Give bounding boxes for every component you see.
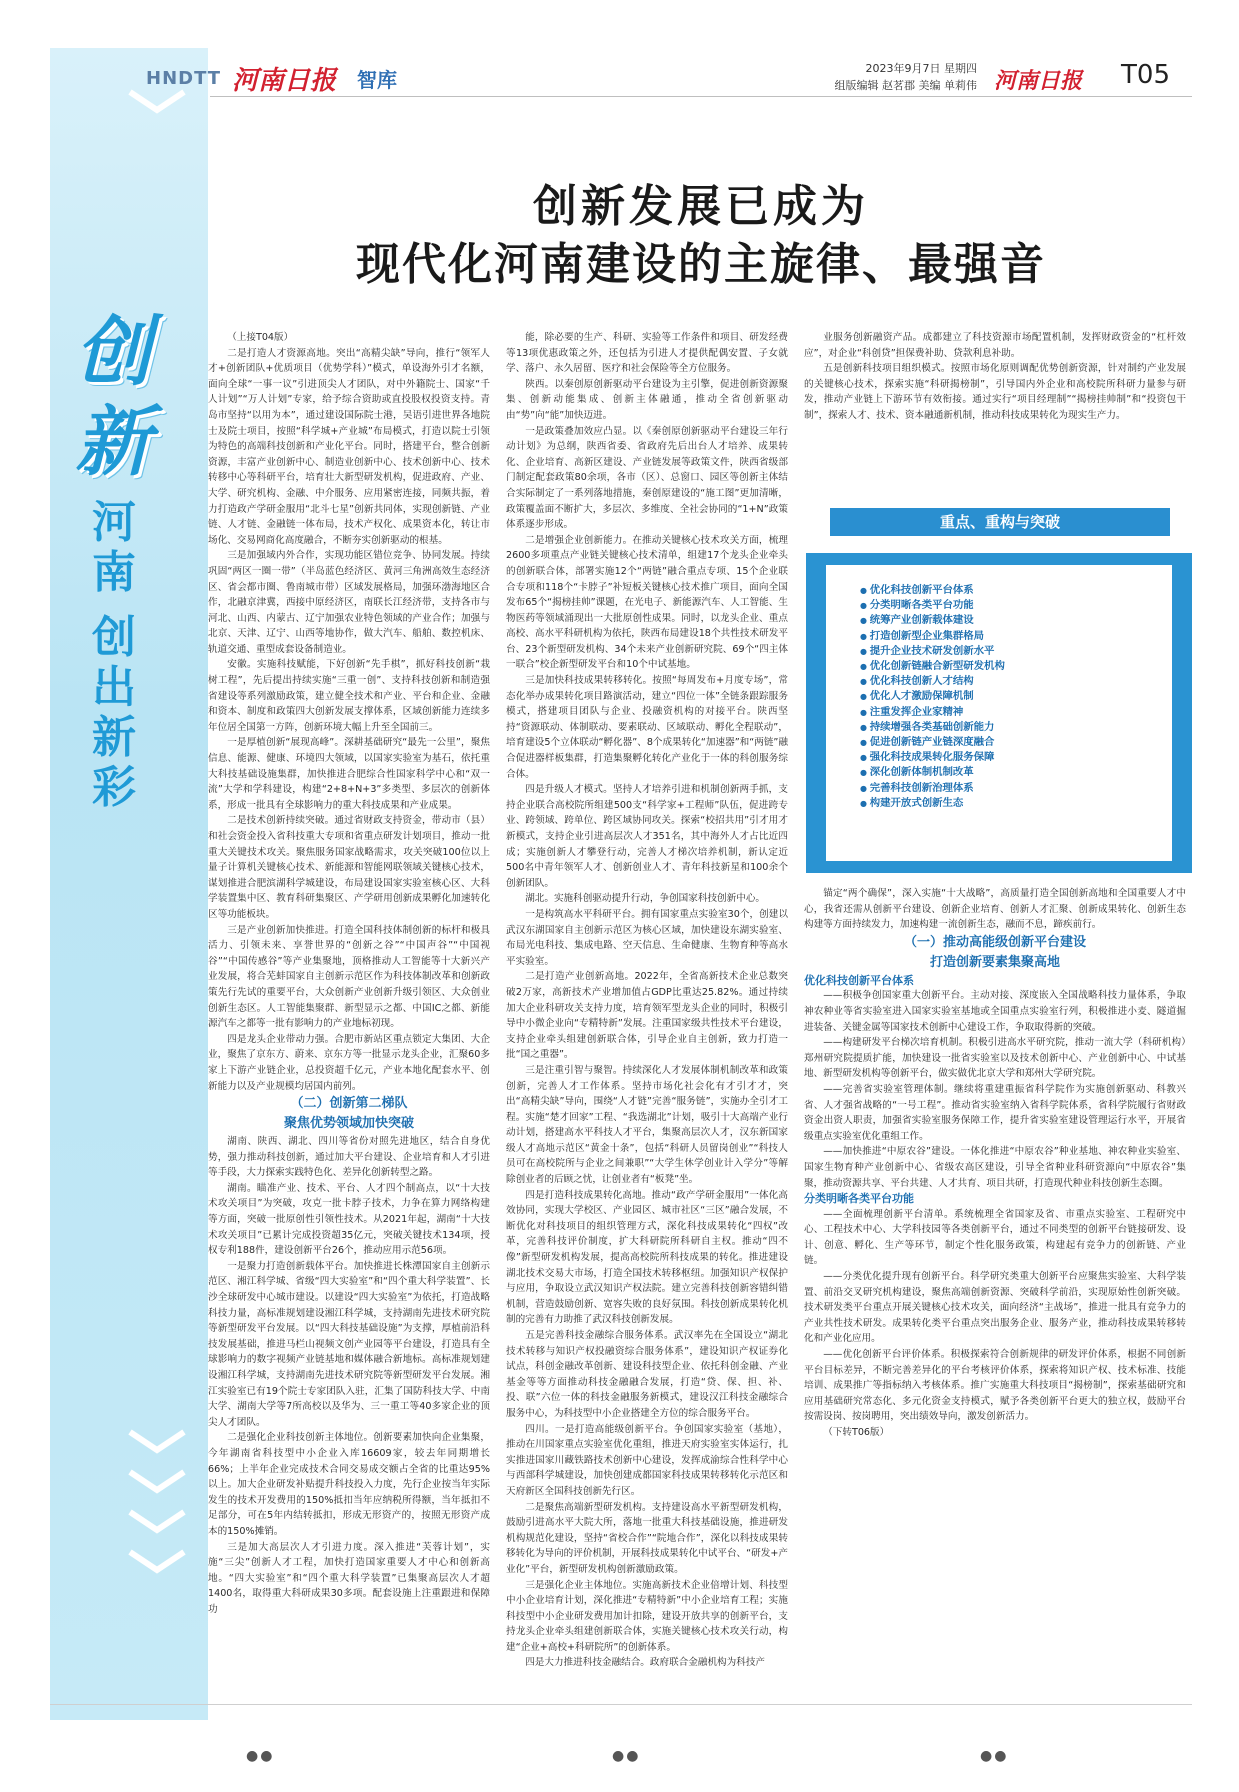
paragraph: 四是大力推进科技金融结合。政府联合金融机构为科技产 — [525, 1657, 766, 1669]
side-title-char: 出 — [92, 662, 136, 713]
paragraph: 四是龙头企业带动力强。合肥市新站区重点锁定大集团、大企业，聚焦了京东方、蔚来、京东方等一批显示龙头企业，汇聚60多家上下游产业链企业，总投资超千亿元，产业本地化配套水平、创新能力以及产业规模均居国内前列。 — [208, 1033, 490, 1092]
paragraph: 三是产业创新加快推进。打造全国科技体制创新的标杆和极具活力、引领未来、享誉世界的“创新之谷”“中国声谷”“中国视谷”“中国传感谷”等产业集聚地，顶格推动人工智能等十大新兴产业发展，将合芜蚌国家自主创新示范区作为科技体制改革和创新政策先行先试的重要平台，大众创新产业创新升级引领区、大众创业创新生态区。人工智能集聚群、新型显示之都、中国IC之都、新能源汽车之都等一批有影响力的产业地标初现。 — [208, 924, 490, 1030]
chevron-decoration-icon — [120, 1468, 194, 1508]
side-title-char: 南 — [92, 547, 136, 598]
paragraph: 陕西。以秦创原创新驱动平台建设为主引擎，促进创新资源聚集、创新动能集成、创新主体融通，推动全省创新驱动由“势”向“能”加快迈进。 — [506, 378, 788, 421]
paragraph: 五是完善科技金融综合服务体系。武汉率先在全国设立“湖北技术转移与知识产权投融资综合服务体系”，建设知识产权证券化试点，科创金融改革创新、建设科技型企业、依托科创金融、产业基金等等方面推动科技金融融合发展，打造“贷、保、担、补、投、联”六位一体的科技金融服务新模式，建设汉江科技金融综合服务中心，为科技型中小企业搭建全方位的综合服务平台。 — [506, 1330, 788, 1419]
section-name: 智库 — [357, 68, 397, 92]
footer-divider — [50, 1704, 1192, 1705]
paragraph: 三是加大高层次人才引进力度。深入推进“芙蓉计划”，实施“三尖”创新人才工程，加快打造国家重要人才中心和创新高地。“四大实验室”和“四个重大科学装置”已集聚高层次人才超1400名，取得重大科研成果30多项。配套设施上注重跟进和保障功 — [208, 1541, 490, 1615]
side-title-char: 新 — [75, 397, 151, 486]
paragraph: 一是聚力打造创新载体平台。加快推进长株潭国家自主创新示范区、湘江科学城、省级“四大实验室”和“四个重大科学装置”、长沙全球研发中心城市建设。以建设“四大实验室”为依托，打造战略科技力量，高标准规划建设湘江科学城，支持湖南先进技术研究院等新型研发平台发展。以“四大科技基础设施”为支撑，厚植前沿科技发展基础，推进马栏山视频文创产业园等平台建设，打造具有全球影响力的数字视频产业链基地和媒体融合新地标。高标准规划建设湘江科学城，支持湖南先进技术研究院等新型研发平台发展。湘江实验室已有19个院士专家团队入驻，汇集了国防科技大学、中南大学、湖南大学等7所高校以及华为、三一重工等40多家企业的顶尖人才团队。 — [208, 1260, 490, 1428]
section-heading: （二）创新第二梯队 聚焦优势领域加快突破 — [283, 1096, 414, 1132]
headline-line-1: 创新发展已成为 — [533, 181, 869, 232]
chevron-decoration-icon — [120, 1508, 194, 1548]
paragraph: 三是强化企业主体地位。实施高新技术企业倍增计划、科技型中小企业培育计划，深化推进“专精特新”中小企业培育工程；实施科技型中小企业研发费用加计扣除，建设开放共享的创新平台，支持龙头企业牵头组建创新联合体，实施关键核心技术攻关行动，构建“企业+高校+科研院所”的创新体系。 — [506, 1579, 788, 1653]
paragraph: 三是加强域内外合作，实现功能区错位竞争、协同发展。持续巩固“两区一圈一带”（半岛蓝色经济区、黄河三角洲高效生态经济区、省会都市圈、鲁南城市带）区域发展格局，加强环渤海地区合作，北融京津冀，西接中原经济区，南联长江经济带，支持各市与河北、山西、内蒙古、辽宁加强农业特色领域的产业合作；加强与北京、天津、辽宁、山西等地协作，做大汽车、船舶、数控机床、轨道交通、重型成套设备制造业。 — [208, 550, 490, 655]
paragraph: 三是加快科技成果转移转化。按照“每周发布+月度专场”，常态化举办成果转化项目路演活动，建立“四位一体”全链条跟踪服务模式，搭建项目团队与企业、投融资机构的对接平台。陕西坚持“资源联动、体制联动、要素联动、区域联动、孵化全程联动”，培育建设5个立体联动“孵化器”、8个成果转化“加速器”和“两链”融合促进器样板集群，打造集聚孵化转化产业化于一体的科创服务综合体。 — [506, 675, 788, 780]
paragraph: 一是构筑高水平科研平台。拥有国家重点实验室30个，创建以武汉东湖国家自主创新示范区为核心区域，加快建设东湖实验室、布局光电科技、集成电路、空天信息、生命健康、生物育种等高水平实验室。 — [506, 908, 788, 967]
editor-credits: 组版编辑 赵茗郡 美编 单莉伟 — [834, 79, 977, 92]
highlight-box-inner — [826, 565, 1172, 861]
paragraph: ——积极争创国家重大创新平台。主动对接、深度嵌入全国战略科技力量体系，争取神农种业等省实验室进入国家实验室基地或全国重点实验室行列，积极推进小麦、隧道掘进装备、关键金属等国家技术创新中心建设工作，争取取得新的突破。 — [804, 990, 1186, 1033]
hndtt-logo: HNDTT — [146, 68, 222, 89]
registration-dots-icon: ●● — [612, 1748, 641, 1764]
highlight-list-item: ● 构建开放式创新生态 — [860, 796, 1162, 811]
paragraph: 湖南。瞄准产业、技术、平台、人才四个制高点，以“十大技术攻关项目”为突破，攻克一批卡脖子技术，力争在算力网络构建等方面，突破一批原创性引领性技术。从2021年起，湖南“十大技术攻关项目”已累计完成投资超35亿元，突破关键技术134项，授权专利188件，建设创新平台26个，推动应用示范56项。 — [208, 1182, 490, 1257]
paragraph: ——加快推进“中原农谷”建设。一体化推进“中原农谷”种业基地、神农种业实验室、国家生物育种产业创新中心、省级农高区建设，引导全省种业科研资源向“中原农谷”集聚，推动资源共享、平台共建、人才共育、项目共研，打造现代种业科技创新生态圈。 — [804, 1146, 1186, 1189]
highlight-list-item: ● 注重发挥企业家精神 — [860, 705, 1162, 720]
paragraph: 锚定“两个确保”，深入实施“十大战略”，高质量打造全国创新高地和全国重要人才中心，我省还需从创新平台建设、创新企业培育、创新人才汇聚、创新成果转化、创新生态构建等方面持续发力，加速构建一流创新生态，融而不息，蹄疾前行。 — [804, 888, 1186, 931]
paragraph: ——分类优化提升现有创新平台。科学研究类重大创新平台应聚焦实验室、大科学装置、前沿交叉研究机构建设，聚焦高端创新资源、突破科学前沿，实现原始性创新突破。技术研发类平台重点开展关键核心技术攻关，面向经济“主战场”，推进一批具有竞争力的产业共性技术研发。成果转化类平台重点突出服务企业、服务产业，推动科技成果转移转化和产业化应用。 — [804, 1271, 1186, 1345]
subsection-heading: 分类明晰各类平台功能 — [804, 1192, 914, 1206]
paragraph: 三是注重引智与聚智。持续深化人才发展体制机制改革和政策创新，完善人才工作体系。坚持市场化社会化有才引才才，突出“高精尖缺”导向，围绕“人才链”完善“服务链”，实施办全引才工程。实施“楚才回家”工程、“我选湖北”计划，吸引十大高端产业行动计划，搭建高水平科技人才平台，集聚高层次人才，汉东新国家级人才高地示范区“黄金十条”，包括“科研人员留岗创业”“科技人员可在高校院所与企业之间兼职”“大学生休学创业计入学分”等解除创业者的后顾之忧，让创业者有“板凳”坐。 — [506, 1064, 788, 1186]
paragraph: ——完善省实验室管理体制。继续将重建重振省科学院作为实施创新驱动、科教兴省、人才强省战略的“一号工程”。推动省实验室纳入省科学院体系，省科学院履行省财政资金出资人职责，加强省实验室服务保障工作，提升省实验室建设管理运行水平，开展省级重点实验室优化重组工作。 — [804, 1083, 1186, 1142]
paragraph: ——全面梳理创新平台清单。系统梳理全省国家及省、市重点实验室、工程研究中心、工程技术中心、大学科技园等各类创新平台，通过不同类型的创新平台链接研发、设计、创意、孵化、生产等环节，制定个性化服务政策，构建起有竞争力的创新链、产业链。 — [804, 1208, 1186, 1267]
highlight-list-item: ● 打造创新型企业集群格局 — [860, 629, 1162, 644]
paragraph: 二是打造人才资源高地。突出“高精尖缺”导向，推行“领军人才+创新团队+优质项目（优势学科）”模式，单设海外引才名额，面向全球“一事一议”引进顶尖人才团队，对中外籍院士、国家“千人计划”“万人计划”专家，给予综合资助或直投股权投资支持。青岛市坚持“以用为本”，通过建设国际院士港，吴语引进世界各地院士及院士项目，按照“科学城+产业城”布局模式，打造以院士引领为特色的高端科技创新和产业化平台。同时，搭建平台，整合创新资源，丰富产业创新中心、制造业创新中心、技术创新中心、技术转移中心等科研平台，培育壮大新型研发机构，促进政府、产业、大学、研究机构、金融、中介服务、应用紧密连接，同频共振，着力打造政产学研金服用“北斗七星”创新共同体，实现创新链、产业链、人才链、金融链一体布局，技术产权化、成果资本化，转让市场化、交易网商化高度融合，不断夯实创新驱动的根基。 — [208, 347, 490, 546]
paragraph: 五是创新科技项目组织模式。按照市场化原则调配优势创新资源，针对制约产业发展的关键核心技术，探索实施“科研揭榜制”，引导国内外企业和高校院所科研力量参与研发，推动产业链上下游环节有效衔接。通过实行“项目经理制”“揭榜挂帅制”和“投资包干制”，探索人才、技术、资本融通新机制，推动科技成果转化为现实生产力。 — [804, 363, 1186, 421]
paragraph: 四是打造科技成果转化高地。推动“政产学研金服用”一体化高效协同，实现大学校区、产业园区、城市社区“三区”融合发展，不断优化对科技项目的组织管理方式，深化科技成果转化“四权”改革，完善科技评价制度，扩大科研院所科研自主权。推动“四不像”新型研发机构发展，提高高校院所科技成果的转化。推进建设湖北技术交易大市场，打造全国技术转移枢纽。加强知识产权保护与应用，争取设立武汉知识产权法院。建立完善科技创新容错纠错机制，营造鼓励创新、宽容失败的良好氛围。科技创新成果转化机制的完善有力助推了武汉科技创新发展。 — [506, 1189, 788, 1326]
chevron-decoration-icon — [120, 1428, 194, 1468]
page-number: T05 — [1121, 60, 1170, 90]
paragraph: 四川。一是打造高能级创新平台。争创国家实验室（基地），推动在川国家重点实验室优化重组，推进天府实验室实体运行，扎实推进国家川藏铁路技术创新中心建设，发挥成渝综合性科学中心与西部科学城建设，加快创建成都国家科技成果转移转化示范区和天府新区全国科技创新先行区。 — [506, 1423, 788, 1497]
section-banner: 重点、重构与突破 — [830, 508, 1170, 536]
side-title-char: 创 — [92, 612, 136, 663]
section-heading: （一）推动高能级创新平台建设 打造创新要素集聚高地 — [903, 934, 1086, 970]
continued-note: （上接T04版） — [227, 332, 294, 343]
article-column-1 — [208, 330, 490, 1700]
header-divider — [210, 96, 1192, 97]
paragraph: ——优化创新平台评价体系。积极探索符合创新规律的研发评价体系，根据不同创新平台目标差异，不断完善差异化的平台考核评价体系，探索将知识产权、技术标准、技能培训、成果推广等指标纳入考核体系。推广实施重大科技项目“揭榜制”，探索基础研究和应用基础研究常态化、多元化资金支持模式，赋予各类创新平台更大的独立权，鼓励平台按需设岗、按岗聘用，突出绩效导向，激发创新活力。 — [804, 1349, 1186, 1423]
newspaper-logo-small: 河南日报 — [993, 68, 1082, 94]
paragraph: 二是增强企业创新能力。在推动关键核心技术攻关方面，梳理2600多项重点产业链关键核心技术清单，组建17个龙头企业牵头的创新联合体，部署实施12个“两链”融合重点专项、15个企业联合专项和118个“卡脖子”补短板关键核心技术推广项目，面向全国发布65个“揭榜挂帅”课题，在光电子、新能源汽车、人工智能、生物医药等领域涌现出一大批原创性成果。同时，以龙头企业、重点高校、高水平科研机构为依托，陕西布局建设18个共性技术研发平台、23个新型研发机构、34个未来产业创新研究院、69个“四主体一联合”校企新型研发平台和10个中试基地。 — [506, 534, 788, 671]
highlight-list-item: ● 强化科技成果转化服务保障 — [860, 750, 1162, 765]
highlight-list-item: ● 完善科技创新治理体系 — [860, 781, 1162, 796]
highlight-list-item: ● 优化科技创新平台体系 — [860, 583, 1162, 598]
highlight-list — [860, 583, 1162, 811]
highlight-list-item: ● 分类明晰各类平台功能 — [860, 598, 1162, 613]
side-title-char: 新 — [92, 712, 136, 763]
paragraph: 二是聚焦高端新型研发机构。支持建设高水平新型研发机构，鼓励引进高水平大院大所，落地一批重大科技基础设施，推进研发机构规范化建设，坚持“省校合作”“院地合作”，深化以科技成果转移转化为导向的评价机制，开展科技成果转化中试平台、“研发+产业化”平台，新型研发机构创新激励政策。 — [506, 1501, 788, 1575]
paragraph: 湖北。实施科创驱动提升行动，争创国家科技创新中心。 — [525, 893, 766, 905]
side-title-char: 创 — [75, 307, 151, 396]
highlight-list-item: ● 统筹产业创新载体建设 — [860, 613, 1162, 628]
highlight-list-item: ● 深化创新体制机制改革 — [860, 765, 1162, 780]
highlight-list-item: ● 优化创新链融合新型研发机构 — [860, 659, 1162, 674]
article-column-2 — [506, 330, 788, 1700]
issue-date: 2023年9月7日 星期四 — [865, 62, 977, 75]
paragraph: 湖南、陕西、湖北、四川等省份对照先进地区，结合自身优势，强力推动科技创新，通过加大平台建设、企业培育和人才引进等手段，大力探索实践特色化、差异化创新转型之路。 — [208, 1136, 490, 1179]
paragraph: ——构建研发平台梯次培育机制。积极引进高水平研究院，推动一流大学（科研机构）郑州研究院提质扩能，加快建设一批省实验室以及技术创新中心、产业创新中心、中试基地、新型研发机构等创新平台，做实做优北京大学和郑州大学研究院。 — [804, 1037, 1186, 1080]
paragraph: 二是强化企业科技创新主体地位。创新要素加快向企业集聚，今年湖南省科技型中小企业入库16609家，较去年同期增长66%；上半年企业完成技术合同交易成交额占全省的比重达95%以上。加大企业研发补贴提升科技投入力度，先行企业按当年实际发生的技术开发费用的150%抵扣当年应纳税所得额，当年抵扣不足部分，可在5年内结转抵扣，形成无形资产的，按照无形资产成本的150%摊销。 — [208, 1432, 490, 1537]
chevron-decoration-icon — [120, 1548, 194, 1588]
paragraph: 四是升级人才模式。坚持人才培养引进和机制创新两手抓，支持企业联合高校院所组建500支“科学家+工程师”队伍，促进跨专业、跨领域、跨单位、跨区域协同攻关。探索“校招共用”引才用才新模式，支持企业引进高层次人才351名，其中海外人才占比近四成；实施创新人才攀登行动，完善人才梯次培养机制，新认定近500名中青年领军人才、创新创业人才、青年科技新星和100余个创新团队。 — [506, 784, 788, 889]
paragraph: 安徽。实施科技赋能，下好创新“先手棋”，抓好科技创新“栽树工程”，先后提出持续实施“三重一创”、支持科技创新和制造强省建设等系列激励政策，建立健全技术和产业、平台和企业、金融和资本、制度和政策四大创新发展支撑体系，区域创新能力连续多年位居全国第一方阵，创新环境大幅上升至全国前三。 — [208, 659, 490, 733]
side-title-char: 河 — [92, 497, 136, 548]
headline-line-2: 现代化河南建设的主旋律、最强音 — [356, 239, 1046, 290]
highlight-list-item: ● 促进创新链产业链深度融合 — [860, 735, 1162, 750]
registration-dots-icon: ●● — [980, 1748, 1009, 1764]
article-column-3-bottom — [804, 886, 1186, 1700]
newspaper-logo: 河南日报 — [232, 66, 337, 96]
header-meta — [835, 60, 978, 94]
highlight-list-item: ● 优化科技创新人才结构 — [860, 674, 1162, 689]
paragraph: 二是打造产业创新高地。2022年，全省高新技术企业总数突破2万家，高新技术产业增加值占GDP比重达25.82%。通过持续加大企业科研攻关支持力度，培育领军型龙头企业的同时，积极引导中小微企业向“专精特新”发展。注重国家级共性技术平台建设，支持企业牵头组建创新联合体，引导企业自主创新，致力打造一批“国之重器”。 — [506, 971, 788, 1061]
subsection-heading: 优化科技创新平台体系 — [804, 973, 914, 987]
paragraph: 能，除必要的生产、科研、实验等工作条件和项目、研发经费等13项优惠政策之外，还包括为引进人才提供配偶安置、子女就学、落户、永久居留、医疗和社会保险等全方位服务。 — [506, 332, 788, 375]
highlight-list-item: ● 提升企业技术研发创新水平 — [860, 644, 1162, 659]
continued-note: （下转T06版） — [823, 1427, 890, 1438]
highlight-list-item: ● 持续增强各类基础创新能力 — [860, 720, 1162, 735]
paragraph: 二是技术创新持续突破。通过省财政支持资金，带动市（县）和社会资金投入省科技重大专项和省重点研发计划项目，推动一批重大关键技术攻关。聚焦服务国家战略需求，攻关突破100位以上量子计算机关键核心技术、新能源和智能网联领域关键核心技术，谋划推进合肥滨湖科学城建设，布局建设国家实验室核心区、大科学装置集中区、教育科研集聚区、产学研用创新成果孵化加速转化区等功能板块。 — [208, 815, 490, 920]
registration-dots-icon: ●● — [246, 1748, 275, 1764]
paragraph: 一是政策叠加效应凸显。以《秦创原创新驱动平台建设三年行动计划》为总纲，陕西省委、省政府先后出台人才培养、成果转化、企业培育、高新区建设、产业链发展等政策文件，陕西省级部门制定配套政策80余项，各市（区）、总窗口、园区等创新主体结合实际制定了一系列落地措施，秦创原建设的“施工图”更加清晰，政策覆盖面不断扩大，多层次、多维度、全社会协同的“1+N”政策体系逐步形成。 — [506, 425, 788, 531]
article-column-3-top — [804, 330, 1186, 490]
highlight-box — [806, 553, 1192, 873]
newspaper-page — [50, 48, 1192, 1720]
paragraph: 一是厚植创新“展现高峰”。深耕基础研究“最先一公里”，聚焦信息、能源、健康、环境四大领域，以国家实验室为基石，依托重大科技基础设施集群，加快推进合肥综合性国家科学中心和“双一流”大学和学科建设，构建“2+8+N+3”多类型、多层次的创新体系，形成一批具有全球影响力的重大科技成果和产业成果。 — [208, 737, 490, 811]
side-title-char: 彩 — [92, 762, 136, 813]
paragraph: 业服务创新融资产品。成都建立了科技资源市场配置机制，发挥财政资金的“杠杆效应”，对企业“科创贷”担保费补助、贷款利息补助。 — [804, 332, 1186, 359]
highlight-list-item: ● 优化人才激励保障机制 — [860, 689, 1162, 704]
page-header — [50, 48, 1192, 108]
